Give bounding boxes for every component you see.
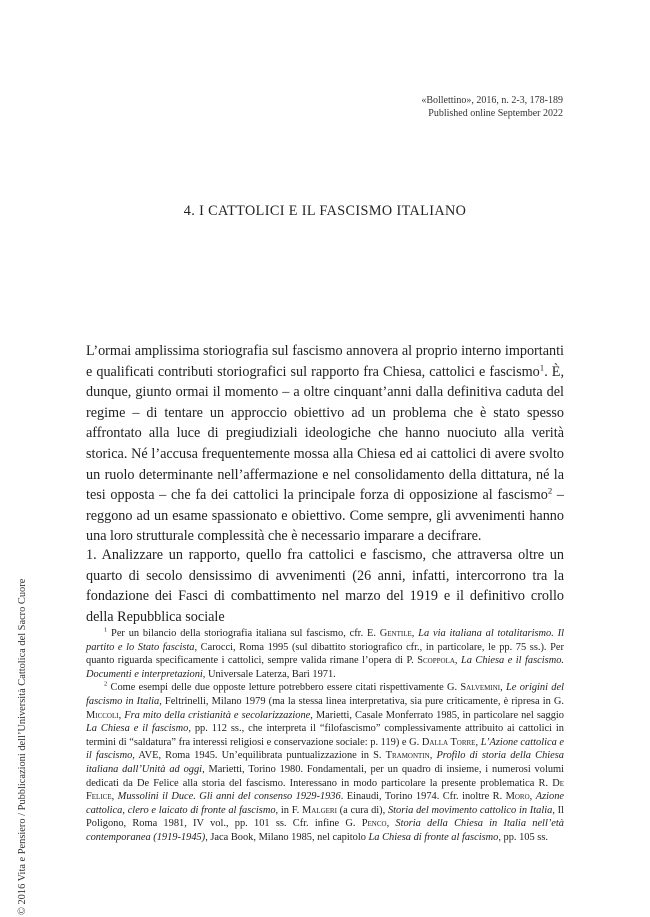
text-run: . È, dunque, giunto ormai il momento – a oltre cinquant’anni dalla definitiva caduta del regime – di tentare un approccio obiettivo ad un problema che è stato spesso affrontato alla luce di pregiudiziali ideologiche che hanno nuociuto alla verità storica. Né l’accusa frequentemente mossa alla Chiesa ed ai cattolici di avere svolto un ruolo determinante nell’affermazione e nel consolidamento della dittatura, né la tesi opposta – che fa dei cattolici la principale forza di opposizione al fascismo [86, 363, 564, 504]
text-run: , [118, 709, 125, 721]
text-run: , in F. [275, 804, 302, 816]
text-run: , pp. 105 ss. [498, 831, 548, 843]
author-name: De Felice [86, 777, 564, 803]
chapter-title: 4. I CATTOLICI E IL FASCISMO ITALIANO [183, 203, 467, 219]
book-title: Azione cattolica, clero e laicato di fronte al fascismo [86, 791, 565, 816]
text-run: – reggono ad un esame spassionato e obiettivo. Come sempre, gli avvenimenti hanno una loro strutturale complessità che è necessario imparare a decifrare. [86, 487, 564, 545]
text-run: , [454, 655, 461, 667]
author-name: Moro [505, 791, 530, 803]
intro-paragraph [86, 341, 564, 547]
book-title: Le origini del fascismo in Italia [86, 682, 564, 707]
author-name: Tramontin [385, 750, 430, 762]
text-run: , [386, 818, 396, 830]
footnote-number: 2 [104, 680, 108, 688]
book-title: Storia del movimento cattolico in Italia [387, 804, 553, 816]
copyright-sidebar: © 2016 Vita e Pensiero / Pubblicazioni dell’Università Cattolica del Sacro Cuore [17, 578, 28, 915]
book-title: Storia della Chiesa in Italia nell’età contemporanea (1919-1945) [86, 818, 564, 843]
book-title: L’Azione cattolica e il fascismo [86, 736, 565, 762]
text-run: , Il Poligono, Roma 1981, IV vol., pp. 101 ss. Cfr. infine G. [86, 804, 564, 830]
author-name: Salvemini [460, 682, 501, 694]
book-title: Profilo di storia della Chiesa italiana dall’Unità ad oggi [86, 750, 564, 775]
book-title: Mussolini il Duce. Gli anni del consenso 1929-1936 [117, 791, 341, 803]
chapter-title-ref: La Chiesa di fronte al fascismo [368, 831, 499, 843]
text-run: , [411, 628, 419, 639]
journal-citation: «Bollettino», 2016, n. 2-3, 178-189 [421, 95, 563, 106]
author-name: Gentile [379, 628, 412, 639]
publication-date: Published online September 2022 [428, 108, 563, 119]
author-name: Dalla Torre [421, 736, 476, 748]
author-name: Miccoli [86, 709, 119, 721]
text-run: , Universale Laterza, Bari 1971. [202, 668, 336, 680]
footnote-2 [86, 681, 564, 844]
section-1-paragraph: 1. Analizzare un rapporto, quello fra cattolici e fascismo, che attraversa oltre un quarto di secolo densissimo di avvenimenti (26 anni, infatti, intercorrono tra la fondazione dei Fasci di combattimento nel marzo del 1919 e il definitivo crollo della Repubblica sociale [86, 547, 564, 625]
text-run: , Feltrinelli, Milano 1979 (ma la stessa linea interpretativa, sia pure criticamente, è ripresa in G. [159, 695, 564, 707]
footnote-ref-2[interactable]: 2 [547, 485, 553, 496]
text-run: (a cura di), [336, 804, 388, 816]
footnote-ref-1[interactable]: 1 [539, 361, 545, 372]
footnotes [86, 627, 564, 845]
text-run: L’ormai amplissima storiografia sul fascismo annovera al proprio interno importanti e qualificati contributi storiografici sul rapporto fra Chiesa, cattolici e fascismo [86, 343, 564, 380]
text-run: , [429, 750, 437, 762]
text-run: , [475, 736, 481, 748]
text-run: . Einaudi, Torino 1974. Cfr. inoltre R. [340, 791, 506, 803]
essay-title: La Chiesa e il fascismo [86, 723, 189, 735]
book-title: La via italiana al totalitarismo. Il partito e lo Stato fascista [86, 628, 564, 653]
text-run: Come esempi delle due opposte letture potrebbero essere citati rispettivamente G. [107, 682, 461, 694]
footnote-1 [86, 627, 564, 681]
text-run: , AVE, Roma 1945. Un’equilibrata puntualizzazione in S. [132, 750, 386, 762]
book-title: Fra mito della cristianità e secolarizzazione [124, 709, 311, 721]
book-title: La Chiesa e il fascismo. Documenti e interpretazioni [86, 655, 564, 680]
text-run: , Marietti, Torino 1980. Fondamentali, per un quadro di insieme, i numerosi volumi dedicati da De Felice alla storia del fascismo. Interessano in modo particolare la presente problematica R. [86, 763, 565, 789]
author-name: Malgeri [302, 804, 337, 816]
text-run: , [111, 791, 118, 803]
author-name: Penco [361, 818, 387, 830]
text-run: , Jaca Book, Milano 1985, nel capitolo [205, 831, 369, 843]
text-run: Per un bilancio della storiografia italiana sul fascismo, cfr. E. [107, 628, 380, 639]
text-run: , Marietti, Casale Monferrato 1985, in particolare nel saggio [310, 709, 564, 721]
running-header [263, 94, 563, 120]
text-run: , pp. 112 ss., che interpreta il “filofascismo” complessivamente attribuito ai cattolici in termini di “saldatura” fra interessi religiosi e conservazione sociale: p. 119) e G. [86, 723, 564, 748]
text-run: , Carocci, Roma 1995 (sul dibattito storiografico cfr., in particolare, le pp. 75 ss.). Per quanto riguarda specificamente i cattolici, sempre valida rimane l’opera di P. [86, 641, 564, 667]
text-run: , [500, 682, 507, 694]
footnote-number: 1 [104, 626, 108, 634]
author-name: Scoppola [417, 655, 455, 667]
text-run: , [529, 791, 536, 803]
